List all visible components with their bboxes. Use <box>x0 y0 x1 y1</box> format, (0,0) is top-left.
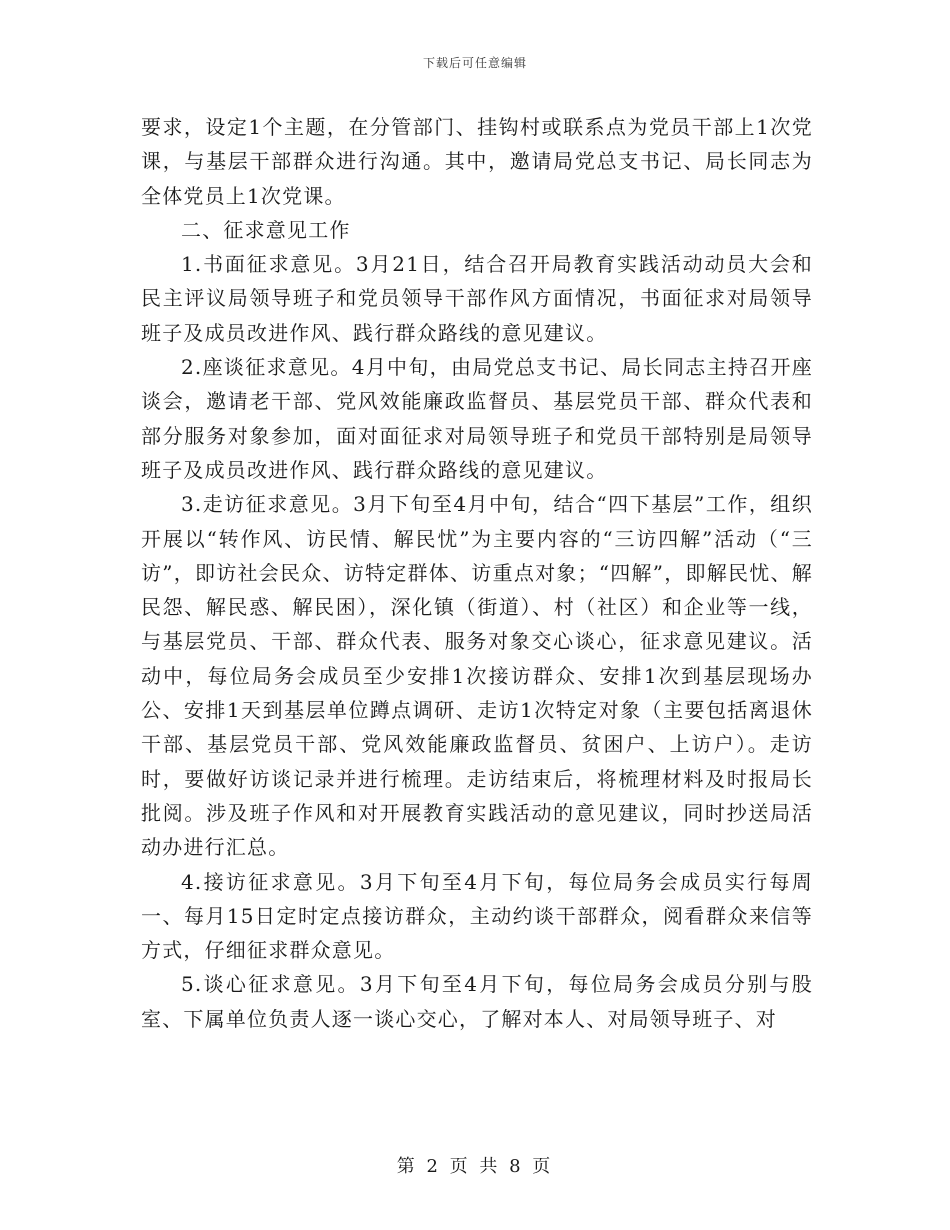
paragraph-visit-feedback: 3.走访征求意见。3月下旬至4月中旬，结合“四下基层”工作，组织开展以“转作风、访民情、解民忧”为主要内容的“三访四解”活动（“三访”，即访社会民众、访特定群体、访重点对象；“四解”，即解民忧、解民怨、解民惑、解民困），深化镇（街道）、村（社区）和企业等一线，与基层党员、干部、群众代表、服务对象交心谈心，征求意见建议。活动中，每位局务会成员至少安排1次接访群众、安排1次到基层现场办公、安排1天到基层单位蹲点调研、走访1次特定对象（主要包括离退休干部、基层党员干部、党风效能廉政监督员、贫困户、上访户）。走访时，要做好访谈记录并进行梳理。走访结束后，将梳理材料及时报局长批阅。涉及班子作风和对开展教育实践活动的意见建议，同时抄送局活动办进行汇总。 <box>141 492 813 860</box>
paragraph-written-feedback: 1.书面征求意见。3月21日，结合召开局教育实践活动动员大会和民主评议局领导班子和党员领导干部作风方面情况，书面征求对局领导班子及成员改进作风、践行群众路线的意见建议。 <box>141 252 813 345</box>
page-number: 第 2 页 共 8 页 <box>396 1156 554 1177</box>
paragraph-reception-feedback: 4.接访征求意见。3月下旬至4月下旬，每位局务会成员实行每周一、每月15日定时定点接访群众，主动约谈干部群众，阅看群众来信等方式，仔细征求群众意见。 <box>141 869 813 963</box>
paragraph-symposium-feedback: 2.座谈征求意见。4月中旬，由局党总支书记、局长同志主持召开座谈会，邀请老干部、党风效能廉政监督员、基层党员干部、群众代表和部分服务对象参加，面对面征求对局领导班子和党员干部特别是局领导班子及成员改进作风、践行群众路线的意见建议。 <box>141 355 813 482</box>
paragraph-continuation: 要求，设定1个主题，在分管部门、挂钩村或联系点为党员干部上1次党课，与基层干部群众进行沟通。其中，邀请局党总支书记、局长同志为全体党员上1次党课。 <box>141 115 813 208</box>
page-header: 下载后可任意编辑 <box>422 56 527 70</box>
section-heading: 二、征求意见工作 <box>181 217 351 242</box>
document-body <box>141 110 813 1036</box>
paragraph-talk-feedback: 5.谈心征求意见。3月下旬至4月下旬，每位局务会成员分别与股室、下属单位负责人逐一谈心交心，了解对本人、对局领导班子、对 <box>141 972 813 1031</box>
